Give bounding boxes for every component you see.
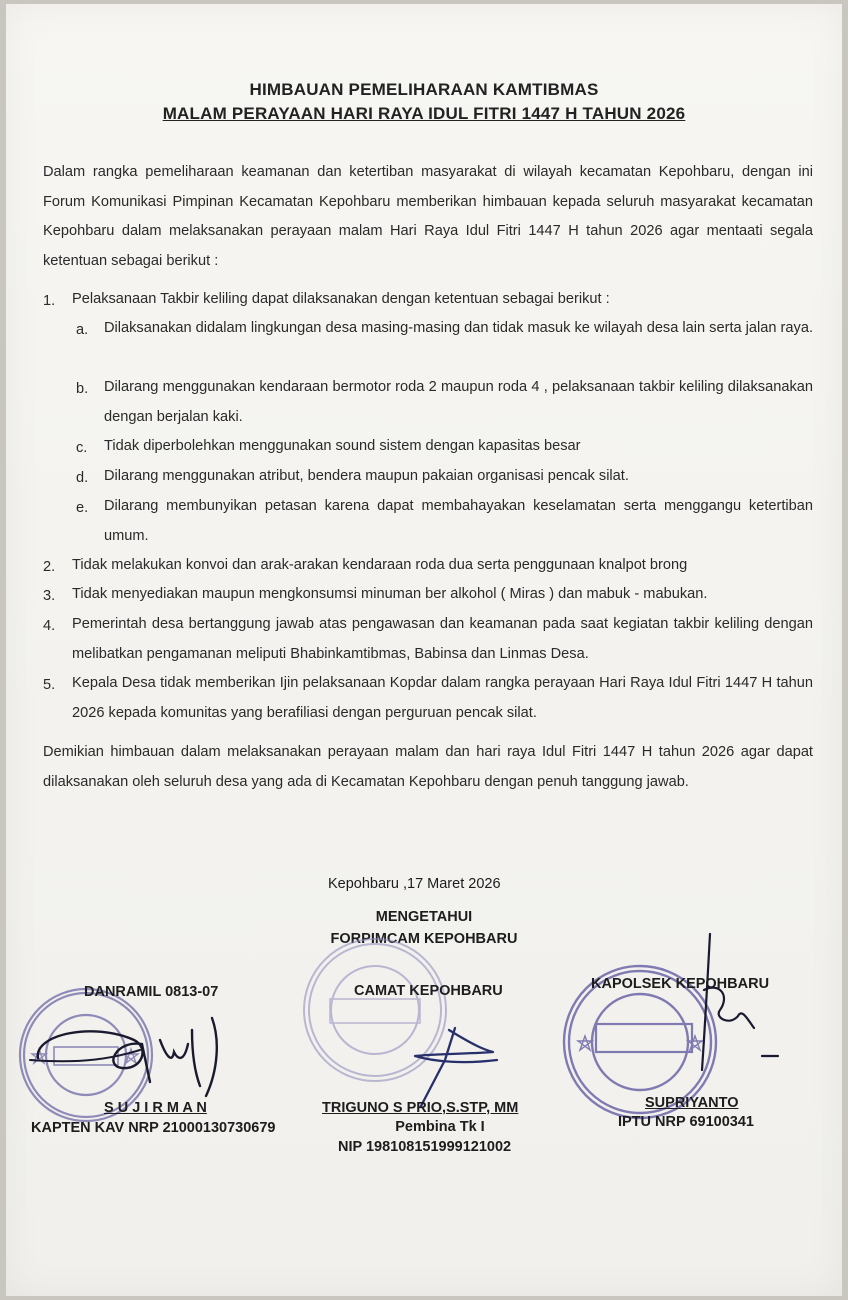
sublist-item-text: Tidak diperbolehkan menggunakan sound sistem dengan kapasitas besar <box>104 438 581 454</box>
document-title-line2: MALAM PERAYAAN HARI RAYA IDUL FITRI 1447 H TAHUN 2026 <box>162 104 686 123</box>
list-item-number: 3. <box>43 588 56 604</box>
intro-paragraph: Dalam rangka pemeliharaan keamanan dan ketertiban masyarakat di wilayah kecamatan Kepohbaru, dengan ini Forum Komunikasi Pimpinan Kecamatan Kepohbaru memberikan himbauan kepada seluruh masyarakat kecamatan Kepohbaru dalam melaksanakan perayaan malam Hari Raya Idul Fitri 1447 H tahun 2026 agar mentaati segala ketentuan sebagai berikut : <box>43 164 813 269</box>
signatory-name-supriyanto: SUPRIYANTO <box>645 1095 739 1111</box>
signatory-nip-triguno: NIP 198108151999121002 <box>338 1139 512 1155</box>
sublist-item-letter: a. <box>76 322 89 338</box>
sublist-item-letter: e. <box>76 500 89 516</box>
sublist-item-letter: c. <box>76 440 88 456</box>
signatory-rank-supriyanto: IPTU NRP 69100341 <box>618 1114 754 1130</box>
signatory-position-danramil: DANRAMIL 0813-07 <box>84 984 219 1000</box>
list-item-number: 4. <box>43 618 56 634</box>
signatory-name-sujirman: S U J I R M A N <box>104 1100 207 1116</box>
acknowledge-heading: MENGETAHUI <box>375 909 473 925</box>
signatory-rank-sujirman: KAPTEN KAV NRP 21000130730679 <box>31 1120 276 1136</box>
sublist-item-text: Dilaksanakan didalam lingkungan desa masing-masing dan tidak masuk ke wilayah desa lain serta jalan raya. <box>104 320 814 336</box>
closing-paragraph: Demikian himbauan dalam melaksanakan perayaan malam dan hari raya Idul Fitri 1447 H tahun 2026 agar dapat dilaksanakan oleh seluruh desa yang ada di Kecamatan Kepohbaru dengan penuh tanggung jawab. <box>43 744 813 790</box>
signatory-name-triguno: TRIGUNO S PRIO,S.STP, MM <box>322 1100 519 1116</box>
list-item-text: Pelaksanaan Takbir keliling dapat dilaksanakan dengan ketentuan sebagai berikut : <box>72 291 610 307</box>
document-title-line1: HIMBAUAN PEMELIHARAAN KAMTIBMAS <box>249 80 599 99</box>
signatory-position-kapolsek: KAPOLSEK KEPOHBARU <box>591 976 770 992</box>
signatory-position-camat: CAMAT KEPOHBARU <box>354 983 503 999</box>
sublist-item-letter: b. <box>76 381 89 397</box>
list-item-text: Tidak menyediakan maupun mengkonsumsi minuman ber alkohol ( Miras ) dan mabuk - mabukan. <box>72 586 708 602</box>
sublist-item-text: Dilarang membunyikan petasan karena dapat membahayakan keselamatan serta menggangu ketertiban umum. <box>104 498 813 544</box>
forum-heading: FORPIMCAM KEPOHBARU <box>330 931 518 947</box>
list-item-number: 1. <box>43 293 56 309</box>
sublist-item-text: Dilarang menggunakan atribut, bendera maupun pakaian organisasi pencak silat. <box>104 468 629 484</box>
signatory-rank-triguno: Pembina Tk I <box>395 1119 485 1135</box>
signature-supriyanto <box>680 930 790 1080</box>
list-item-number: 2. <box>43 559 56 575</box>
signature-sujirman <box>24 1000 234 1110</box>
sublist-item-text: Dilarang menggunakan kendaraan bermotor roda 2 maupun roda 4 , pelaksanaan takbir keliling dilaksanakan dengan berjalan kaki. <box>104 379 813 425</box>
list-item-text: Tidak melakukan konvoi dan arak-arakan kendaraan roda dua serta penggunaan knalpot brong <box>72 557 688 573</box>
list-item-text: Kepala Desa tidak memberikan Ijin pelaksanaan Kopdar dalam rangka perayaan Hari Raya Idul Fitri 1447 H tahun 2026 kepada komunitas yang berafiliasi dengan perguruan pencak silat. <box>72 675 813 721</box>
place-date: Kepohbaru ,17 Maret 2026 <box>328 876 501 892</box>
list-item-number: 5. <box>43 677 56 693</box>
signature-triguno <box>385 1020 525 1110</box>
sublist-item-letter: d. <box>76 470 89 486</box>
list-item-text: Pemerintah desa bertanggung jawab atas pengawasan dan keamanan pada saat kegiatan takbir keliling dengan melibatkan pengamanan meliputi Bhabinkamtibmas, Babinsa dan Linmas Desa. <box>72 616 813 662</box>
